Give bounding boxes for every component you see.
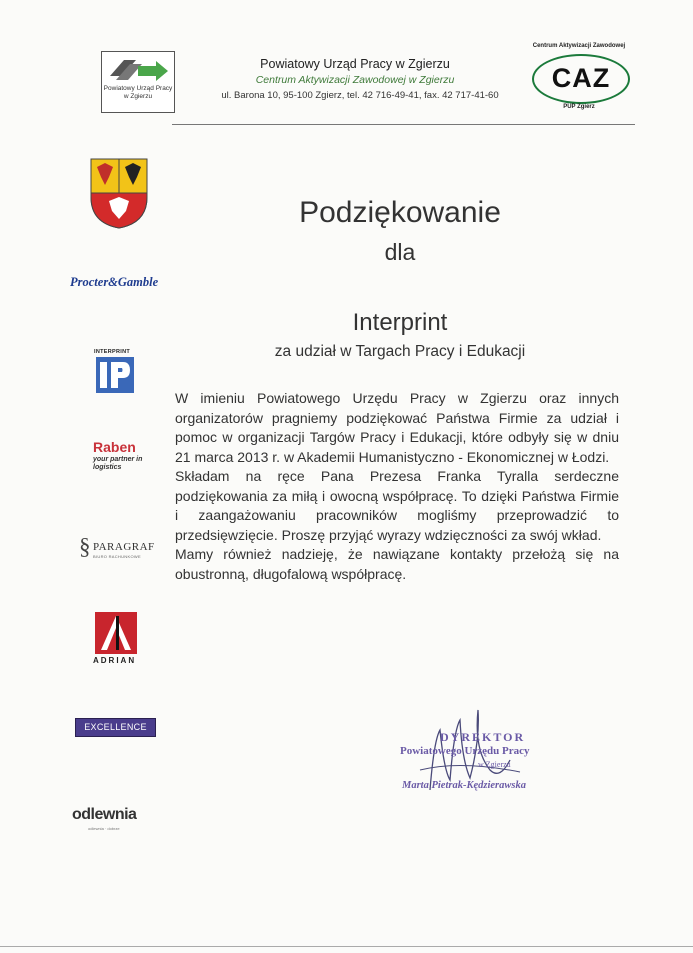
page-bottom-edge (0, 946, 693, 947)
pup-logo (101, 51, 175, 113)
header-subtitle: Centrum Aktywizacji Zawodowej w Zgierzu (255, 74, 455, 86)
pup-building-icon (102, 52, 174, 86)
letter-title: Podziękowanie (299, 196, 501, 229)
paragraf-logo: PARAGRAF (93, 541, 155, 553)
body-paragraph: Składam na ręce Pana Prezesa Franka Tyralla serdeczne podziękowania za miłą i owocną współpracę. To dzięki Państwa Firmie i zaangażowaniu pracowników mogliśmy przeprowadzić to przedsięwzięcie. Proszę przyjąć wyrazy wdzięczności za swój wkład. (175, 468, 619, 543)
odlewnia-sublabel: odlewnia · dobrze (88, 826, 120, 831)
adrian-logo-icon (95, 612, 137, 654)
body-paragraph: Mamy również nadzieję, że nawiązane kontakty przełożą się na obustronną, długofalową współpracę. (175, 546, 619, 582)
recipient-company: Interprint (352, 309, 448, 336)
stamp-office: Powiatowego Urzędu Pracy (400, 745, 530, 757)
procter-gamble-logo: Procter&Gamble (70, 275, 159, 289)
caz-logo (532, 54, 630, 104)
coat-of-arms-icon (89, 157, 149, 230)
header-title: Powiatowy Urząd Pracy w Zgierzu (260, 57, 450, 71)
stamp-name: Marta Pietrak-Kędzierawska (402, 780, 526, 791)
caz-logo-text: CAZ (551, 63, 611, 93)
body-paragraph: W imieniu Powiatowego Urzędu Pracy w Zgierzu oraz innych organizatorów pragniemy podziękować Państwa Firmie za udział i pomoc w organizacji Targów Pracy i Edukacji, które odbyły się w dniu 21 marca 2013 r. w Akademii Humanistyczno - Ekonomicznej w Łodzi. (175, 390, 619, 465)
odlewnia-logo: odlewnia (72, 806, 137, 823)
excellence-logo (75, 718, 156, 737)
paragraf-sublabel: BIURO RACHUNKOWE (93, 554, 141, 559)
letter-subtitle: za udział w Targach Pracy i Edukacji (274, 343, 526, 360)
paragraf-icon: § (79, 534, 91, 559)
caz-top-label: Centrum Aktywizacji Zawodowej (532, 43, 626, 49)
interprint-small-label: INTERPRINT (94, 349, 130, 355)
letter-for: dla (384, 239, 416, 265)
header-address: ul. Barona 10, 95-100 Zgierz, tel. 42 716-49-41, fax. 42 717-41-60 (221, 90, 499, 101)
raben-tagline: your partner in logistics (93, 456, 143, 471)
pup-logo-text: Powiatowy Urząd Pracy w Zgierzu (103, 85, 173, 100)
interprint-logo-icon (96, 357, 134, 393)
adrian-logo-text: ADRIAN (93, 656, 137, 665)
stamp-title: DYREKTOR (440, 730, 526, 744)
raben-logo: Raben (93, 439, 136, 455)
stamp-city: w Zgierzu (478, 760, 511, 769)
header-divider (172, 124, 635, 125)
caz-bottom-label: PUP Zgierz (563, 104, 595, 110)
excellence-logo-text: EXCELLENCE (84, 722, 147, 732)
letter-body (175, 389, 619, 584)
